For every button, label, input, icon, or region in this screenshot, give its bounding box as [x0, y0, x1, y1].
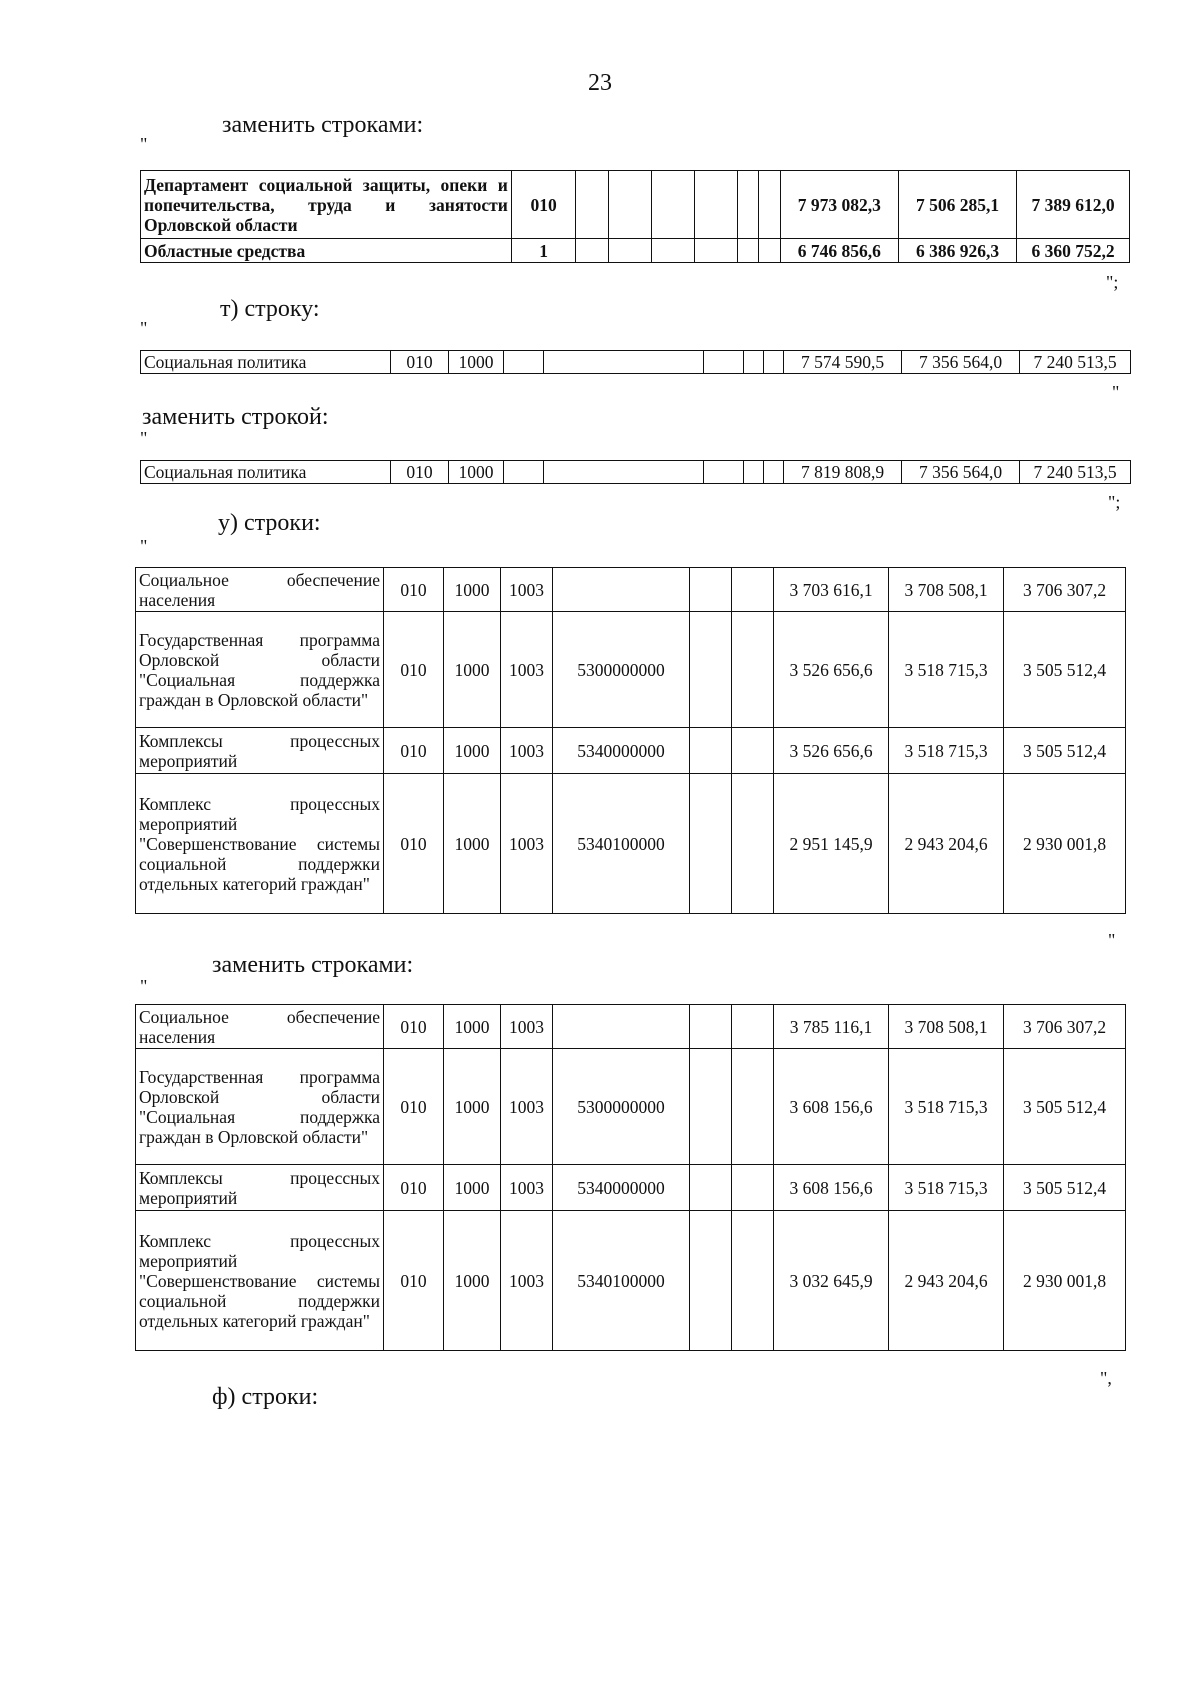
- open-quote-3: ": [140, 428, 148, 448]
- amount-1: 3 703 616,1: [774, 568, 889, 612]
- row-name: Социальное обеспечение населения: [136, 1005, 384, 1049]
- table-block-3: [140, 460, 1131, 484]
- amount-2: 3 518 715,3: [889, 612, 1004, 728]
- empty-cell: [651, 171, 694, 239]
- amount-1: 7 973 082,3: [780, 171, 898, 239]
- table-row: [141, 351, 1131, 374]
- amount-1: 6 746 856,6: [780, 239, 898, 263]
- row-subsection: 1003: [501, 728, 553, 774]
- empty-cell: [544, 461, 704, 484]
- amount-3: 3 505 512,4: [1004, 1165, 1126, 1211]
- amount-2: 6 386 926,3: [898, 239, 1016, 263]
- row-name: Областные средства: [141, 239, 512, 263]
- table-row: [141, 239, 1130, 263]
- empty-cell: [690, 728, 732, 774]
- empty-cell: [732, 568, 774, 612]
- amount-1: 3 785 116,1: [774, 1005, 889, 1049]
- amount-1: 3 608 156,6: [774, 1049, 889, 1165]
- row-name: Комплексы процессных мероприятий: [136, 728, 384, 774]
- amount-2: 3 518 715,3: [889, 1165, 1004, 1211]
- open-quote-5: ": [140, 976, 148, 996]
- close-quote-5: ",: [1100, 1368, 1112, 1388]
- row-section: 1000: [444, 774, 501, 914]
- table-block-2: [140, 350, 1131, 374]
- row-code: 1: [511, 239, 576, 263]
- table-row: [136, 612, 1126, 728]
- amount-2: 2 943 204,6: [889, 1211, 1004, 1351]
- heading-f-rows: ф) строки:: [212, 1384, 319, 1410]
- table-row: [136, 1005, 1126, 1049]
- row-name: Комплекс процессных мероприятий "Совершенствование системы социальной поддержки отдельных категорий граждан": [136, 774, 384, 914]
- row-target-article: 5300000000: [553, 612, 690, 728]
- row-section: 1000: [449, 351, 504, 374]
- empty-cell: [764, 461, 784, 484]
- empty-cell: [737, 239, 759, 263]
- row-subsection: 1003: [501, 568, 553, 612]
- row-subsection: 1003: [501, 1165, 553, 1211]
- row-target-article: 5340100000: [553, 774, 690, 914]
- empty-cell: [744, 351, 764, 374]
- amount-2: 3 708 508,1: [889, 568, 1004, 612]
- heading-replace-row: заменить строкой:: [142, 404, 329, 430]
- heading-replace-rows-2: заменить строками:: [212, 952, 414, 978]
- row-name: Социальная политика: [141, 351, 391, 374]
- close-quote-4: ": [1108, 930, 1116, 950]
- row-target-article: 5340100000: [553, 1211, 690, 1351]
- row-target-article: 5340000000: [553, 728, 690, 774]
- row-section: 1000: [444, 568, 501, 612]
- row-section: 1000: [444, 612, 501, 728]
- amount-2: 7 356 564,0: [902, 461, 1020, 484]
- amount-3: 2 930 001,8: [1004, 774, 1126, 914]
- row-section: 1000: [444, 1005, 501, 1049]
- close-quote-1: ";: [1106, 272, 1119, 292]
- empty-cell: [690, 1049, 732, 1165]
- amount-3: 3 706 307,2: [1004, 1005, 1126, 1049]
- heading-u-rows: у) строки:: [218, 510, 321, 536]
- row-code: 010: [391, 461, 449, 484]
- amount-1: 3 526 656,6: [774, 728, 889, 774]
- amount-3: 7 240 513,5: [1020, 351, 1131, 374]
- row-name: Социальное обеспечение населения: [136, 568, 384, 612]
- amount-3: 7 389 612,0: [1017, 171, 1130, 239]
- empty-cell: [651, 239, 694, 263]
- amount-1: 3 526 656,6: [774, 612, 889, 728]
- row-code: 010: [511, 171, 576, 239]
- empty-cell: [732, 1005, 774, 1049]
- open-quote-2: ": [140, 318, 148, 338]
- amount-1: 2 951 145,9: [774, 774, 889, 914]
- amount-1: 7 574 590,5: [784, 351, 902, 374]
- empty-cell: [608, 239, 651, 263]
- empty-cell: [764, 351, 784, 374]
- empty-cell: [732, 612, 774, 728]
- row-name: Комплексы процессных мероприятий: [136, 1165, 384, 1211]
- table-block-1: [140, 170, 1130, 263]
- row-subsection: 1003: [501, 1211, 553, 1351]
- empty-cell: [576, 239, 608, 263]
- row-name: Государственная программа Орловской области "Социальная поддержка граждан в Орловской области": [136, 612, 384, 728]
- amount-2: 3 518 715,3: [889, 728, 1004, 774]
- table-row: [136, 1165, 1126, 1211]
- row-target-article: 5340000000: [553, 1165, 690, 1211]
- amount-2: 7 356 564,0: [902, 351, 1020, 374]
- empty-cell: [732, 774, 774, 914]
- row-section: 1000: [444, 728, 501, 774]
- row-subsection: 1003: [501, 612, 553, 728]
- row-section: 1000: [444, 1165, 501, 1211]
- empty-cell: [690, 774, 732, 914]
- open-quote-4: ": [140, 536, 148, 556]
- table-row: [136, 1049, 1126, 1165]
- amount-3: 7 240 513,5: [1020, 461, 1131, 484]
- row-section: 1000: [444, 1211, 501, 1351]
- row-name: Государственная программа Орловской области "Социальная поддержка граждан в Орловской области": [136, 1049, 384, 1165]
- amount-3: 3 505 512,4: [1004, 1049, 1126, 1165]
- empty-cell: [690, 612, 732, 728]
- empty-cell: [744, 461, 764, 484]
- row-name: Социальная политика: [141, 461, 391, 484]
- empty-cell: [732, 1049, 774, 1165]
- empty-cell: [690, 1005, 732, 1049]
- row-section: 1000: [444, 1049, 501, 1165]
- amount-1: 3 608 156,6: [774, 1165, 889, 1211]
- empty-cell: [704, 351, 744, 374]
- empty-cell: [576, 171, 608, 239]
- table-row: [141, 171, 1130, 239]
- empty-cell: [690, 1211, 732, 1351]
- amount-3: 3 505 512,4: [1004, 612, 1126, 728]
- amount-2: 2 943 204,6: [889, 774, 1004, 914]
- row-code: 010: [384, 774, 444, 914]
- row-section: 1000: [449, 461, 504, 484]
- close-quote-3: ";: [1108, 492, 1121, 512]
- empty-cell: [544, 351, 704, 374]
- table-row: [136, 568, 1126, 612]
- empty-cell: [759, 239, 781, 263]
- row-code: 010: [391, 351, 449, 374]
- row-name: Департамент социальной защиты, опеки и попечительства, труда и занятости Орловской области: [141, 171, 512, 239]
- row-target-article: [553, 1005, 690, 1049]
- empty-cell: [732, 1211, 774, 1351]
- table-row: [136, 1211, 1126, 1351]
- empty-cell: [504, 351, 544, 374]
- amount-3: 3 505 512,4: [1004, 728, 1126, 774]
- heading-replace-rows-1: заменить строками:: [222, 112, 424, 138]
- empty-cell: [690, 568, 732, 612]
- table-block-5: [135, 1004, 1126, 1351]
- row-code: 010: [384, 1165, 444, 1211]
- row-code: 010: [384, 568, 444, 612]
- empty-cell: [759, 171, 781, 239]
- empty-cell: [690, 1165, 732, 1211]
- empty-cell: [694, 239, 737, 263]
- empty-cell: [732, 1165, 774, 1211]
- empty-cell: [504, 461, 544, 484]
- open-quote-1: ": [140, 134, 148, 154]
- amount-3: 3 706 307,2: [1004, 568, 1126, 612]
- amount-3: 2 930 001,8: [1004, 1211, 1126, 1351]
- row-subsection: 1003: [501, 1005, 553, 1049]
- table-row: [136, 774, 1126, 914]
- amount-1: 7 819 808,9: [784, 461, 902, 484]
- amount-2: 3 518 715,3: [889, 1049, 1004, 1165]
- empty-cell: [737, 171, 759, 239]
- empty-cell: [608, 171, 651, 239]
- row-code: 010: [384, 1211, 444, 1351]
- row-code: 010: [384, 1005, 444, 1049]
- amount-2: 7 506 285,1: [898, 171, 1016, 239]
- table-row: [141, 461, 1131, 484]
- heading-t-row: т) строку:: [220, 296, 320, 322]
- amount-3: 6 360 752,2: [1017, 239, 1130, 263]
- table-row: [136, 728, 1126, 774]
- row-target-article: [553, 568, 690, 612]
- row-code: 010: [384, 1049, 444, 1165]
- amount-1: 3 032 645,9: [774, 1211, 889, 1351]
- row-subsection: 1003: [501, 774, 553, 914]
- amount-2: 3 708 508,1: [889, 1005, 1004, 1049]
- row-subsection: 1003: [501, 1049, 553, 1165]
- table-block-4: [135, 567, 1126, 914]
- page-number: 23: [588, 70, 612, 96]
- empty-cell: [704, 461, 744, 484]
- close-quote-2: ": [1112, 382, 1120, 402]
- empty-cell: [694, 171, 737, 239]
- row-target-article: 5300000000: [553, 1049, 690, 1165]
- row-code: 010: [384, 612, 444, 728]
- row-name: Комплекс процессных мероприятий "Совершенствование системы социальной поддержки отдельных категорий граждан": [136, 1211, 384, 1351]
- row-code: 010: [384, 728, 444, 774]
- empty-cell: [732, 728, 774, 774]
